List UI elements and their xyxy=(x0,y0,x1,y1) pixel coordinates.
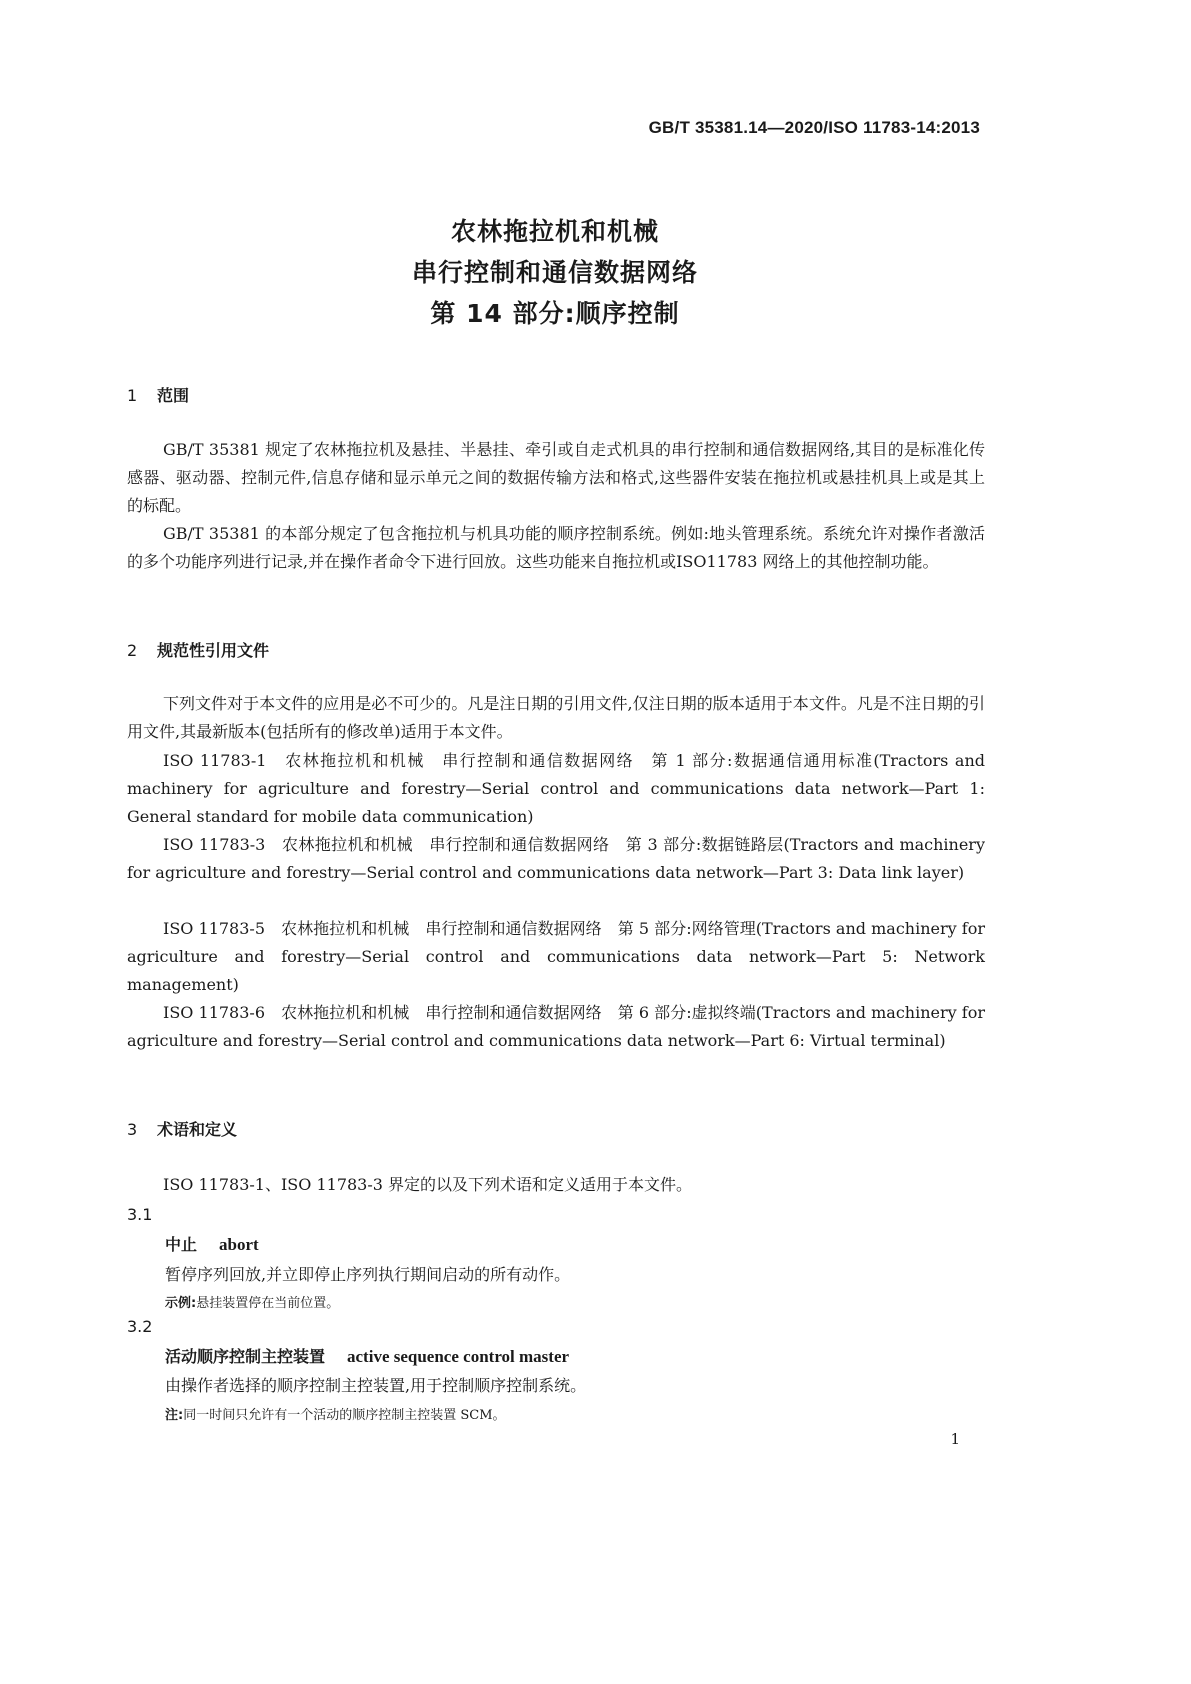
note-label: 注: xyxy=(165,1408,184,1423)
reference-item: ISO 11783-6 农林拖拉机和机械 串行控制和通信数据网络 第 6 部分:虚拟终端(Tractors and machinery for agriculture and forestry—Serial control and communications data network—Part 6: Virtual terminal) xyxy=(127,1003,985,1050)
section-heading-terms-definitions xyxy=(127,1117,237,1140)
page-number: 1 xyxy=(950,1430,960,1448)
section-title: 规范性引用文件 xyxy=(157,641,270,660)
title-line-1: 农林拖拉机和机械 xyxy=(450,217,659,246)
term-name xyxy=(165,1344,569,1367)
section-heading-normative-references xyxy=(127,638,269,661)
paragraph: 下列文件对于本文件的应用是必不可少的。凡是注日期的引用文件,仅注日期的版本适用于本文件。凡是不注日期的引用文件,其最新版本(包括所有的修改单)适用于本文件。 xyxy=(127,694,985,741)
section-title: 术语和定义 xyxy=(157,1120,238,1139)
paragraph: GB/T 35381 的本部分规定了包含拖拉机与机具功能的顺序控制系统。例如:地头管理系统。系统允许对操作者激活的多个功能序列进行记录,并在操作者命令下进行回放。这些功能来自拖拉机或ISO11783 网络上的其他控制功能。 xyxy=(127,524,985,571)
title-line-3: 第 14 部分:顺序控制 xyxy=(430,299,680,328)
term-number: 3.1 xyxy=(127,1205,153,1224)
term-name-en: active sequence control master xyxy=(347,1347,570,1366)
section-title: 范围 xyxy=(157,386,190,405)
term-name-zh: 活动顺序控制主控装置 xyxy=(165,1347,326,1366)
standard-code: GB/T 35381.14—2020/ISO 11783-14:2013 xyxy=(648,118,980,137)
term-definition: 暂停序列回放,并立即停止序列执行期间启动的所有动作。 xyxy=(165,1265,571,1284)
reference-item: ISO 11783-1 农林拖拉机和机械 串行控制和通信数据网络 第 1 部分:数据通信通用标准(Tractors and machinery for agriculture and forestry—Serial control and communications data network—Part 1: General standard for mobile data communication) xyxy=(127,751,985,826)
term-name-en: abort xyxy=(219,1235,259,1254)
title-line-2: 串行控制和通信数据网络 xyxy=(411,258,698,287)
example-text: 悬挂装置停在当前位置。 xyxy=(196,1296,340,1311)
paragraph: GB/T 35381 规定了农林拖拉机及悬挂、半悬挂、牵引或自走式机具的串行控制和通信数据网络,其目的是标准化传感器、驱动器、控制元件,信息存储和显示单元之间的数据传输方法和格式,这些器件安装在拖拉机或悬挂机具上或是其上的标配。 xyxy=(127,440,985,515)
section-number: 2 xyxy=(127,641,138,660)
section-number: 1 xyxy=(127,386,138,405)
note-text: 同一时间只允许有一个活动的顺序控制主控装置 SCM。 xyxy=(183,1408,506,1423)
reference-item: ISO 11783-5 农林拖拉机和机械 串行控制和通信数据网络 第 5 部分:网络管理(Tractors and machinery for agriculture and forestry—Serial control and communications data network—Part 5: Network management) xyxy=(127,919,985,994)
section-number: 3 xyxy=(127,1120,138,1139)
term-name xyxy=(165,1232,259,1255)
paragraph: ISO 11783-1、ISO 11783-3 界定的以及下列术语和定义适用于本文件。 xyxy=(163,1175,693,1194)
term-name-zh: 中止 xyxy=(165,1235,198,1254)
reference-item: ISO 11783-3 农林拖拉机和机械 串行控制和通信数据网络 第 3 部分:数据链路层(Tractors and machinery for agriculture and forestry—Serial control and communications data network—Part 3: Data link layer) xyxy=(127,835,985,882)
example-label: 示例: xyxy=(165,1296,197,1311)
term-note xyxy=(165,1404,506,1423)
term-example xyxy=(165,1292,339,1311)
term-definition: 由操作者选择的顺序控制主控装置,用于控制顺序控制系统。 xyxy=(165,1376,587,1395)
term-number: 3.2 xyxy=(127,1317,153,1336)
section-heading-scope xyxy=(127,383,189,406)
